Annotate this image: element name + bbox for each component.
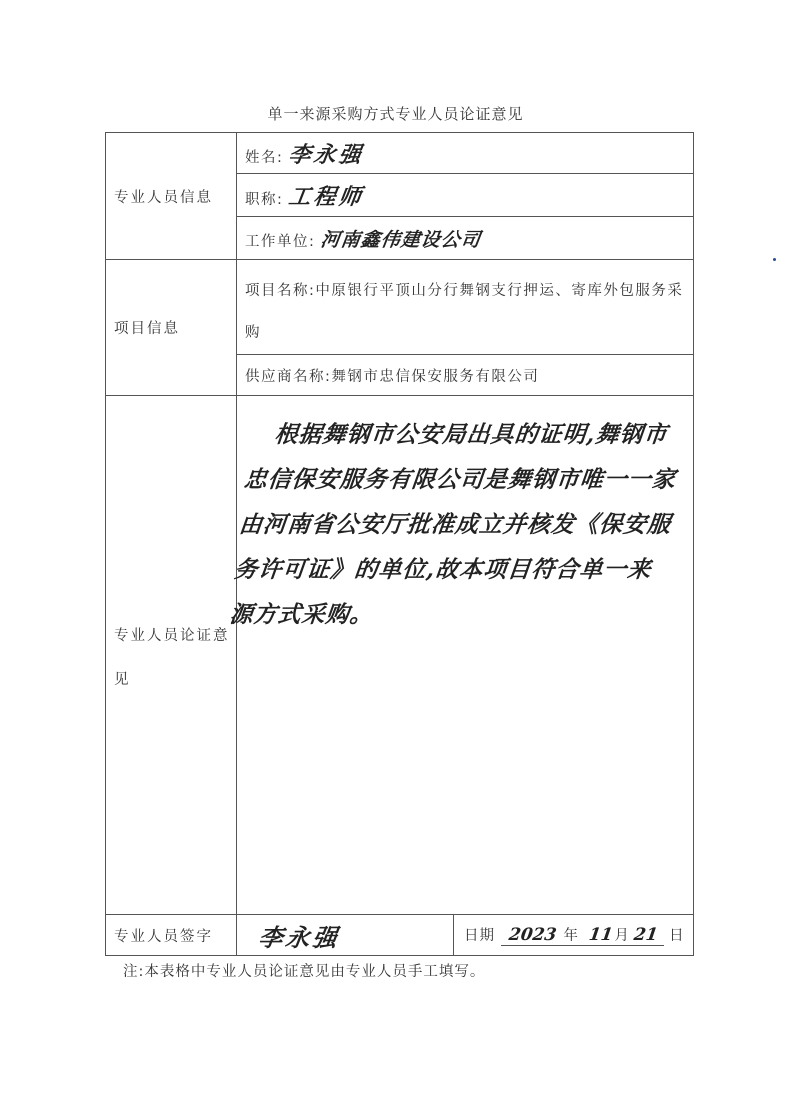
date-underline <box>501 924 664 946</box>
date-month-unit: 月 <box>614 928 630 944</box>
project-info-category: 项目信息 <box>106 260 237 396</box>
title-handwriting: 工程师 <box>287 183 367 210</box>
footnote: 注:本表格中专业人员论证意见由专业人员手工填写。 <box>123 964 486 980</box>
date-day: 21 <box>632 925 659 945</box>
name-label: 姓名: <box>245 149 284 166</box>
date-year-unit: 年 <box>563 928 580 944</box>
title-row <box>237 174 694 217</box>
employer-label: 工作单位: <box>245 233 316 250</box>
project-name-value: 中原银行平顶山分行舞钢支行押运、寄库外包服务采购 <box>245 283 684 341</box>
evaluation-form-table <box>105 132 694 956</box>
opinion-cell <box>228 396 694 915</box>
opinion-handwriting: 根据舞钢市公安局出具的证明,舞钢市忠信保安服务有限公司是舞钢市唯一一家由河南省公安厅批准成立并核发《保安服务许可证》的单位,故本项目符合单一来源方式采购。 <box>228 421 678 628</box>
scan-speck <box>773 258 776 261</box>
employer-handwriting: 河南鑫伟建设公司 <box>319 228 483 251</box>
date-year: 2023 <box>507 925 558 945</box>
supplier-row <box>237 355 694 396</box>
supplier-label: 供应商名称: <box>245 368 332 385</box>
name-row <box>237 133 694 174</box>
page-title: 单一来源采购方式专业人员论证意见 <box>267 105 524 123</box>
signature-handwriting: 李永强 <box>256 922 342 952</box>
opinion-category: 专业人员论证意见 <box>106 396 237 915</box>
signature-cell <box>237 915 454 956</box>
date-label: 日期 <box>464 928 495 944</box>
expert-info-category: 专业人员信息 <box>106 133 237 260</box>
name-handwriting: 李永强 <box>287 141 367 168</box>
signature-label: 专业人员签字 <box>106 915 237 956</box>
project-name-row <box>237 260 694 355</box>
title-label: 职称: <box>245 191 284 208</box>
date-cell <box>454 915 694 956</box>
project-name-label: 项目名称: <box>245 283 316 299</box>
date-day-unit: 日 <box>669 928 685 944</box>
date-month: 11 <box>587 925 614 945</box>
employer-row <box>237 217 694 260</box>
supplier-value: 舞钢市忠信保安服务有限公司 <box>331 368 540 385</box>
